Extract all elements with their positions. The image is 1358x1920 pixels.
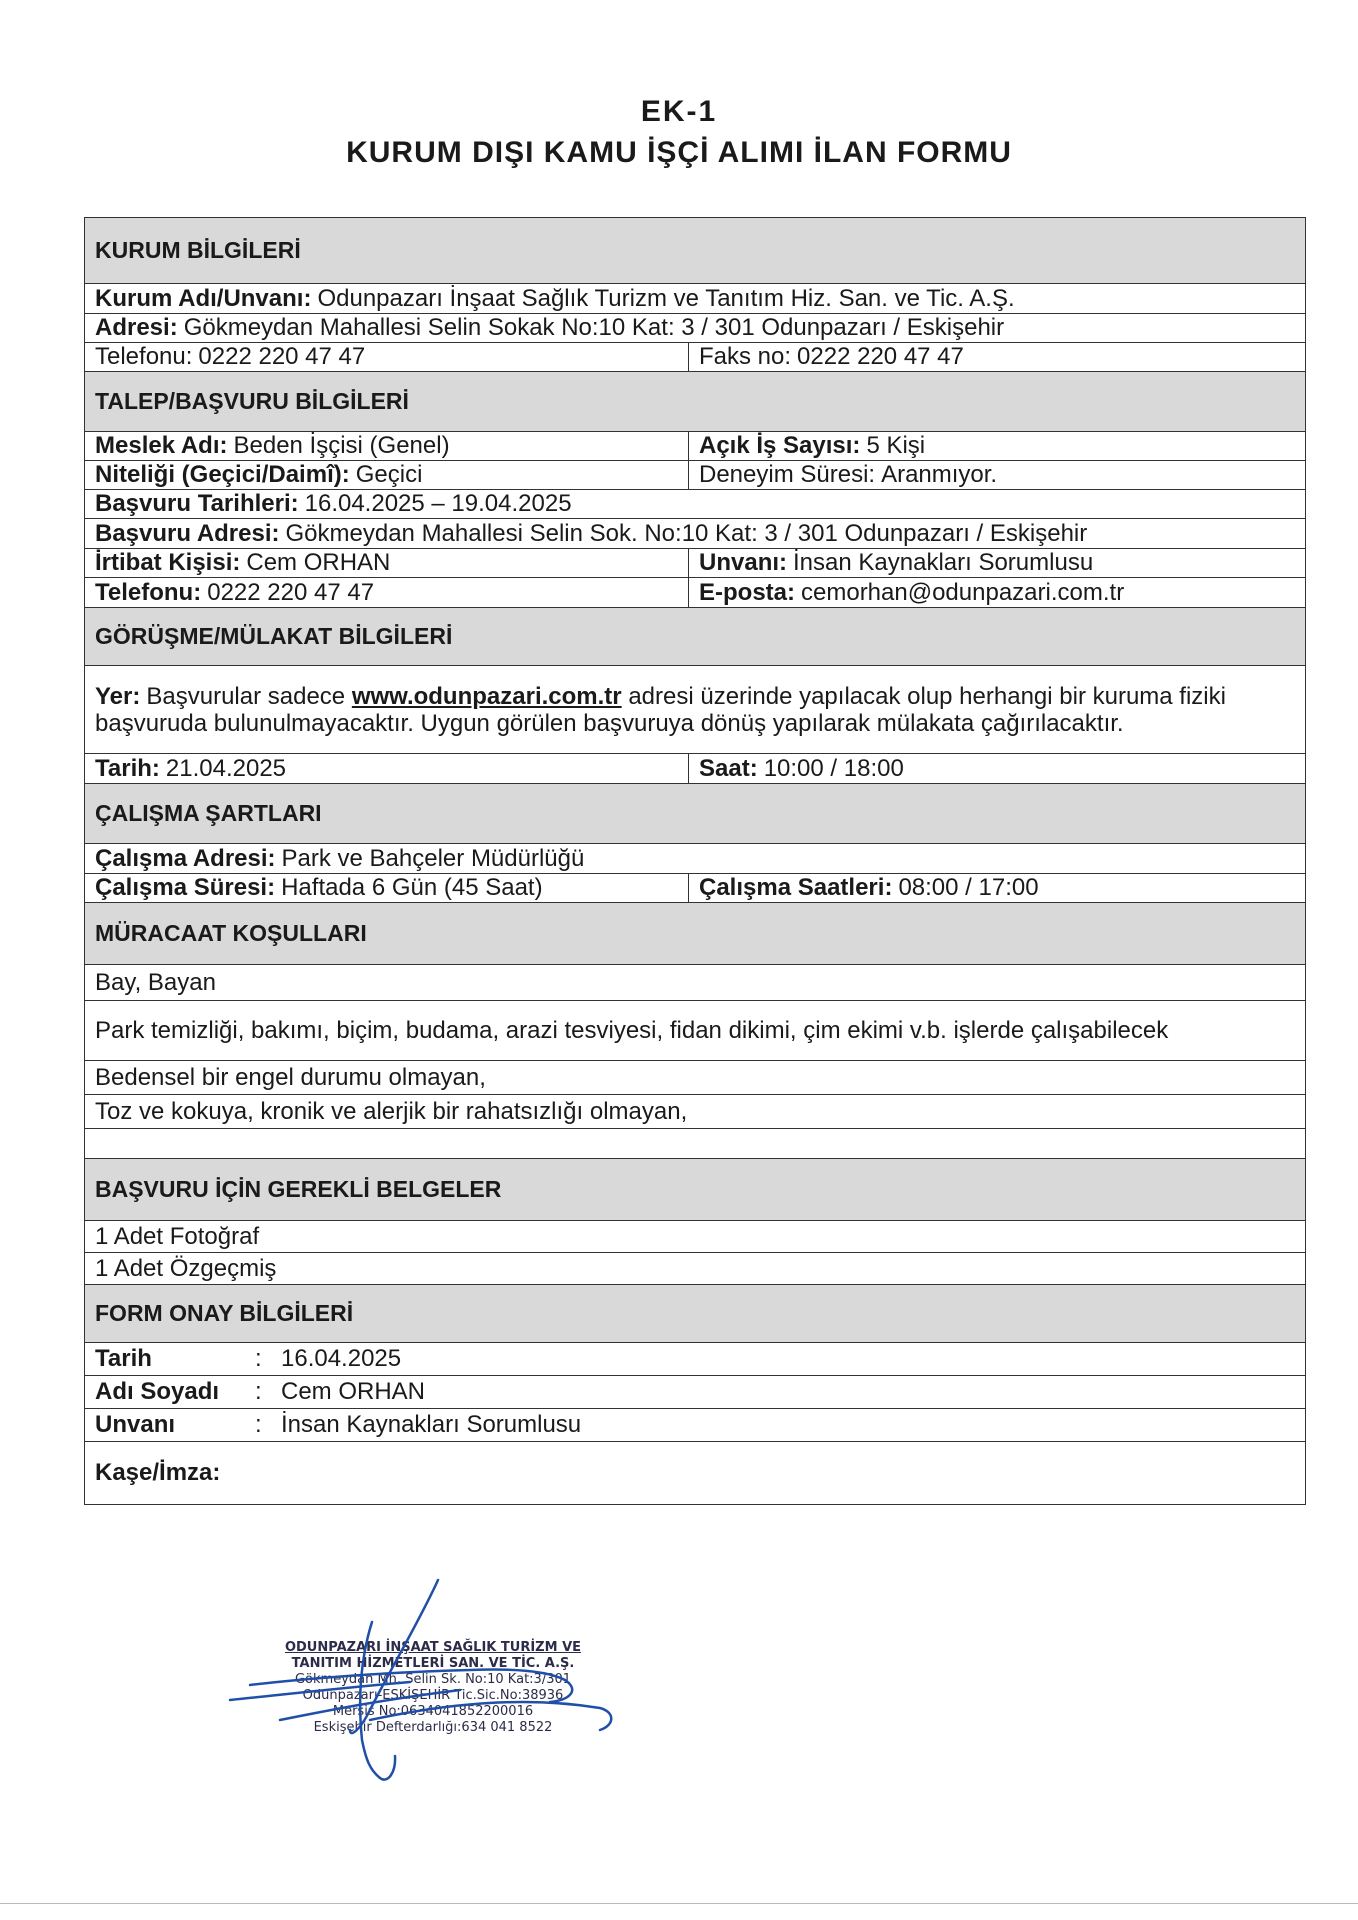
approve-date-value: 16.04.2025 [281,1345,402,1372]
condition-text: Park temizliği, bakımı, biçim, budama, arazi tesviyesi, fidan dikimi, çim ekimi v.b. işlerde çalışabilecek [95,1017,1169,1044]
document-row [85,1253,1305,1285]
field-label: Başvuru Tarihleri: [95,490,299,517]
row-contact [85,549,1305,578]
form-title: KURUM DIŞI KAMU İŞÇİ ALIMI İLAN FORMU [346,136,1012,169]
signature-label: Kaşe/İmza: [95,1459,221,1486]
approve-name-value: Cem ORHAN [281,1378,426,1405]
section-title: BAŞVURU İÇİN GEREKLİ BELGELER [95,1176,502,1202]
row-interview-date [85,754,1305,784]
condition-row [85,965,1305,1001]
interview-date-value: 21.04.2025 [165,754,287,782]
row-job [85,432,1305,461]
field-label: Tarih: [95,754,160,782]
document-text: 1 Adet Fotoğraf [95,1222,260,1250]
place-text-2: adresi üzerinde yapılacak olup herhangi bir kuruma fiziki başvuruda bulunulmayacaktır. Uygun görülen başvuruya dönüş yapılarak mülakata çağırılacaktır. [95,682,1226,737]
section-title: ÇALIŞMA ŞARTLARI [95,800,322,826]
row-work-duration [85,874,1305,903]
field-label: Meslek Adı: [95,432,228,459]
kurum-name-value: Odunpazarı İnşaat Sağlık Turizm ve Tanıtım Hiz. San. ve Tic. A.Ş. [317,284,1015,312]
field-label: Yer: [95,682,141,710]
section-belgeler-header [85,1159,1305,1221]
field-label: Unvanı [95,1411,176,1438]
field-label: Deneyim Süresi: [699,461,876,488]
experience-value: Aranmıyor. [881,461,998,488]
section-calisma-header [85,784,1305,844]
row-approve-title [85,1409,1305,1442]
stamp-line: Odunpazarı-ESKİŞEHİR Tic.Sic.No:38936 [302,1688,564,1703]
row-interview-place [85,666,1305,754]
document-row [85,1221,1305,1253]
colon: : [255,1345,262,1372]
condition-row-empty [85,1129,1305,1159]
interview-place-text [85,680,1305,740]
colon: : [255,1411,262,1438]
section-talep-header [85,372,1305,432]
stamp-line: ODUNPAZARI İNŞAAT SAĞLIK TURİZM VE [284,1640,582,1655]
website-link[interactable]: www.odunpazari.com.tr [351,682,622,710]
condition-row [85,1095,1305,1129]
field-label: Adresi: [95,314,178,341]
contact-phone-value: 0222 220 47 47 [207,578,375,606]
field-label: Kurum Adı/Unvanı: [95,284,312,312]
page-bottom-rule [0,1903,1358,1904]
stamp-line: Mersis No:0634041852200016 [332,1704,534,1719]
field-label: Telefonu: [95,343,193,370]
kurum-phone-value: 0222 220 47 47 [198,343,366,370]
document-text: 1 Adet Özgeçmiş [95,1254,277,1282]
page-header [0,92,1358,174]
field-label: Saat: [699,754,758,782]
condition-text: Bay, Bayan [95,968,216,996]
work-hours-value: 08:00 / 17:00 [898,874,1039,901]
contact-email-value: cemorhan@odunpazari.com.tr [801,578,1125,606]
contact-title-value: İnsan Kaynakları Sorumlusu [793,549,1094,576]
field-label: Adı Soyadı [95,1378,220,1405]
section-title: KURUM BİLGİLERİ [95,237,301,263]
row-kurum-name [85,284,1305,314]
row-dates [85,490,1305,519]
type-value: Geçici [355,461,423,488]
annex-label: EK-1 [640,95,718,128]
row-approve-name [85,1376,1305,1409]
row-approve-date [85,1343,1305,1376]
field-label: Çalışma Adresi: [95,844,276,872]
section-kurum-header [85,218,1305,284]
announcement-form [84,217,1306,1505]
row-work-address [85,844,1305,874]
interview-time-value: 10:00 / 18:00 [763,754,904,782]
stamp-line: Gökmeydan Mh. Selin Sk. No:10 Kat:3/301 [294,1672,572,1687]
condition-text: Bedensel bir engel durumu olmayan, [95,1063,486,1091]
row-signature [85,1442,1305,1504]
stamp-line: TANITIM HİZMETLERİ SAN. VE TİC. A.Ş. [291,1656,575,1671]
row-kurum-phone [85,343,1305,372]
field-label: Niteliği (Geçici/Daimî): [95,461,350,488]
section-title: TALEP/BAŞVURU BİLGİLERİ [95,388,409,414]
field-label: E-posta: [699,578,795,606]
openings-value: 5 Kişi [866,432,926,459]
section-title: GÖRÜŞME/MÜLAKAT BİLGİLERİ [95,623,453,649]
field-label: Unvanı: [699,549,788,576]
field-label: Tarih [95,1345,152,1372]
handwritten-signature [220,1560,640,1810]
row-kurum-address [85,314,1305,343]
field-label: Açık İş Sayısı: [699,432,861,459]
field-label: Faks no: [699,343,792,370]
dates-value: 16.04.2025 – 19.04.2025 [304,490,572,517]
section-title: FORM ONAY BİLGİLERİ [95,1300,354,1326]
field-label: Başvuru Adresi: [95,519,280,547]
section-gorusme-header [85,608,1305,666]
colon: : [255,1378,262,1405]
work-duration-value: Haftada 6 Gün (45 Saat) [281,874,543,901]
condition-text: Toz ve kokuya, kronik ve alerjik bir rahatsızlığı olmayan, [95,1097,688,1125]
contact-value: Cem ORHAN [246,549,391,576]
condition-row [85,1061,1305,1095]
job-value: Beden İşçisi (Genel) [233,432,450,459]
row-type [85,461,1305,490]
approve-title-value: İnsan Kaynakları Sorumlusu [281,1411,582,1438]
condition-row [85,1001,1305,1061]
place-text-1: Başvurular sadece [146,682,346,710]
kurum-fax-value: 0222 220 47 47 [797,343,964,370]
kurum-address-value: Gökmeydan Mahallesi Selin Sokak No:10 Kat: 3 / 301 Odunpazarı / Eskişehir [183,314,1005,341]
apply-address-value: Gökmeydan Mahallesi Selin Sok. No:10 Kat: 3 / 301 Odunpazarı / Eskişehir [285,519,1088,547]
field-label: İrtibat Kişisi: [95,549,241,576]
section-title: MÜRACAAT KOŞULLARI [95,920,367,946]
section-onay-header [85,1285,1305,1343]
field-label: Çalışma Süresi: [95,874,276,901]
field-label: Telefonu: [95,578,202,606]
field-label: Çalışma Saatleri: [699,874,893,901]
section-muracaat-header [85,903,1305,965]
work-address-value: Park ve Bahçeler Müdürlüğü [281,844,585,872]
row-contact-phone [85,578,1305,608]
stamp-line: Eskişehir Defterdarlığı:634 041 8522 [313,1720,553,1735]
row-apply-address [85,519,1305,549]
